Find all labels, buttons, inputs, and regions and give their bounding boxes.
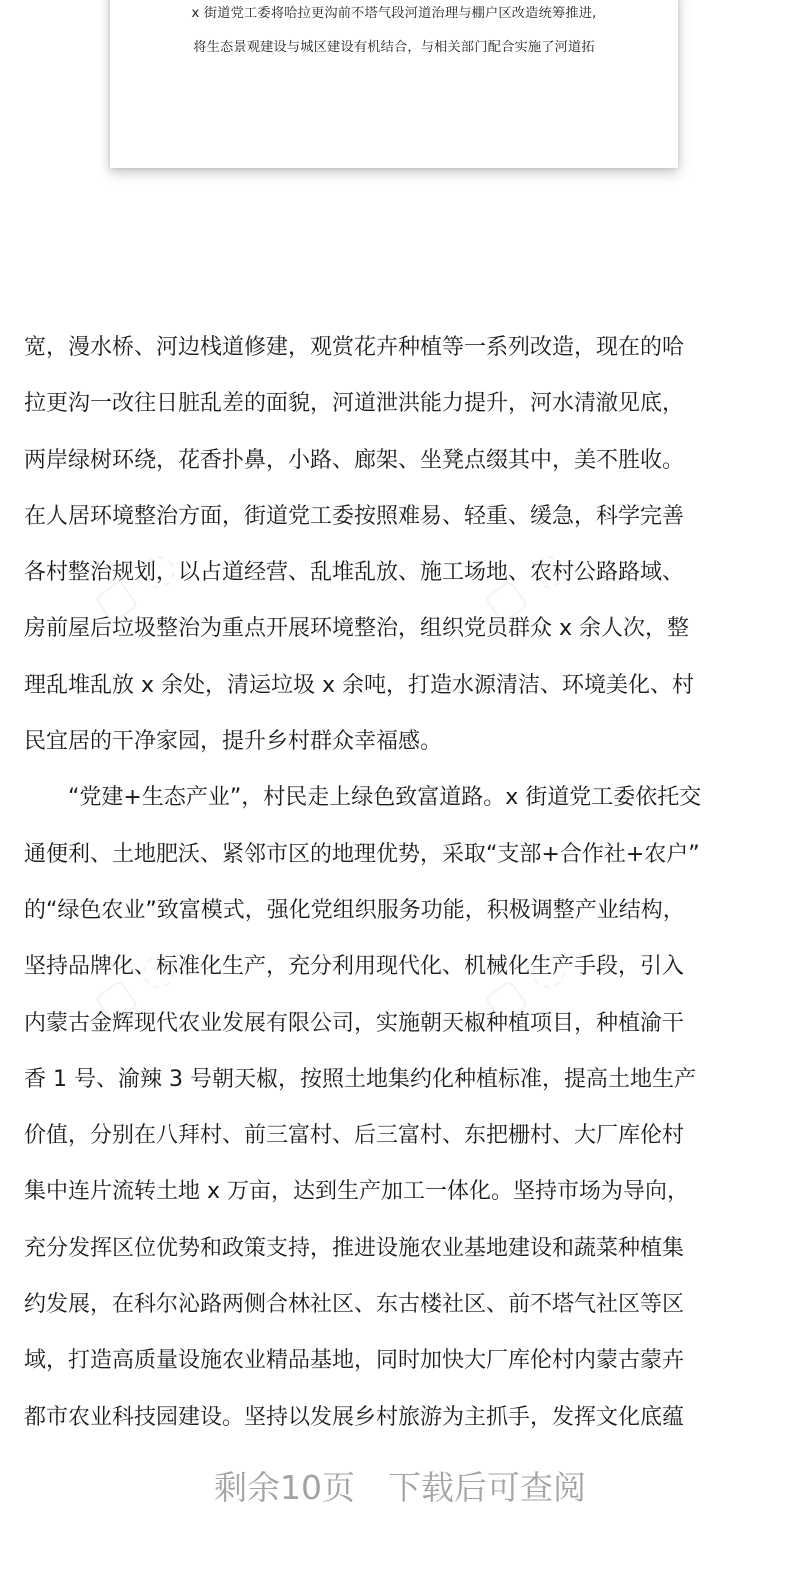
text-line: 域，打造高质量设施农业精品基地，同时加快大厂库伦村内蒙古蒙卉 xyxy=(24,1348,685,1374)
text-line: 房前屋后垃圾整治为重点开展环境整治，组织党员群众 x 余人次，整 xyxy=(24,616,690,642)
preview-line: x 街道党工委将哈拉更沟前不塔气段河道治理与棚户区改造统筹推进, xyxy=(191,6,597,21)
text-line: 集中连片流转土地 x 万亩，达到生产加工一体化。坚持市场为导向， xyxy=(24,1179,690,1205)
text-line: 宽，漫水桥、河边栈道修建，观赏花卉种植等一系列改造，现在的哈 xyxy=(24,335,685,360)
text-line: 在人居环境整治方面，街道党工委按照难易、轻重、缓急，科学完善 xyxy=(24,503,685,529)
text-line: 香 1 号、渝辣 3 号朝天椒，按照土地集约化种植标准，提高土地生产 xyxy=(24,1066,696,1092)
document-body xyxy=(24,320,784,1446)
text-line: 价值，分别在八拜村、前三富村、后三富村、东把栅村、大厂库伦村 xyxy=(24,1123,685,1149)
text-line: “党建+生态产业”，村民走上绿色致富道路。x 街道党工委依托交 xyxy=(24,785,702,811)
remaining-pages-download-prompt[interactable]: 剩余10页 下载后可查阅 xyxy=(214,1468,586,1507)
text-line: 内蒙古金辉现代农业发展有限公司，实施朝天椒种植项目，种植渝干 xyxy=(24,1010,685,1036)
text-line: 通便利、土地肥沃、紧邻市区的地理优势，采取“支部+合作社+农户” xyxy=(24,841,700,867)
text-line: 两岸绿树环绕，花香扑鼻，小路、廊架、坐凳点缀其中，美不胜收。 xyxy=(24,447,685,473)
text-line: 坚持品牌化、标准化生产，充分利用现代化、机械化生产手段，引入 xyxy=(24,954,685,980)
text-line: 都市农业科技园建设。坚持以发展乡村旅游为主抓手，发挥文化底蕴 xyxy=(24,1404,685,1430)
page-preview-card xyxy=(110,0,678,168)
text-line: 约发展，在科尔沁路两侧合林社区、东古楼社区、前不塔气社区等区 xyxy=(24,1292,685,1318)
text-line: 各村整治规划，以占道经营、乱堆乱放、施工场地、农村公路路域、 xyxy=(24,560,685,586)
text-line: 充分发挥区位优势和政策支持，推进设施农业基地建设和蔬菜种植集 xyxy=(24,1235,685,1261)
preview-line: 将生态景观建设与城区建设有机结合，与相关部门配合实施了河道拓 xyxy=(193,40,595,55)
text-line: 拉更沟一改往日脏乱差的面貌，河道泄洪能力提升，河水清澈见底， xyxy=(24,391,685,417)
text-line: 理乱堆乱放 x 余处，清运垃圾 x 余吨，打造水源清洁、环境美化、村 xyxy=(24,672,695,698)
text-line: 民宜居的干净家园，提升乡村群众幸福感。 xyxy=(24,729,443,755)
text-line: 的“绿色农业”致富模式，强化党组织服务功能，积极调整产业结构， xyxy=(24,897,685,923)
